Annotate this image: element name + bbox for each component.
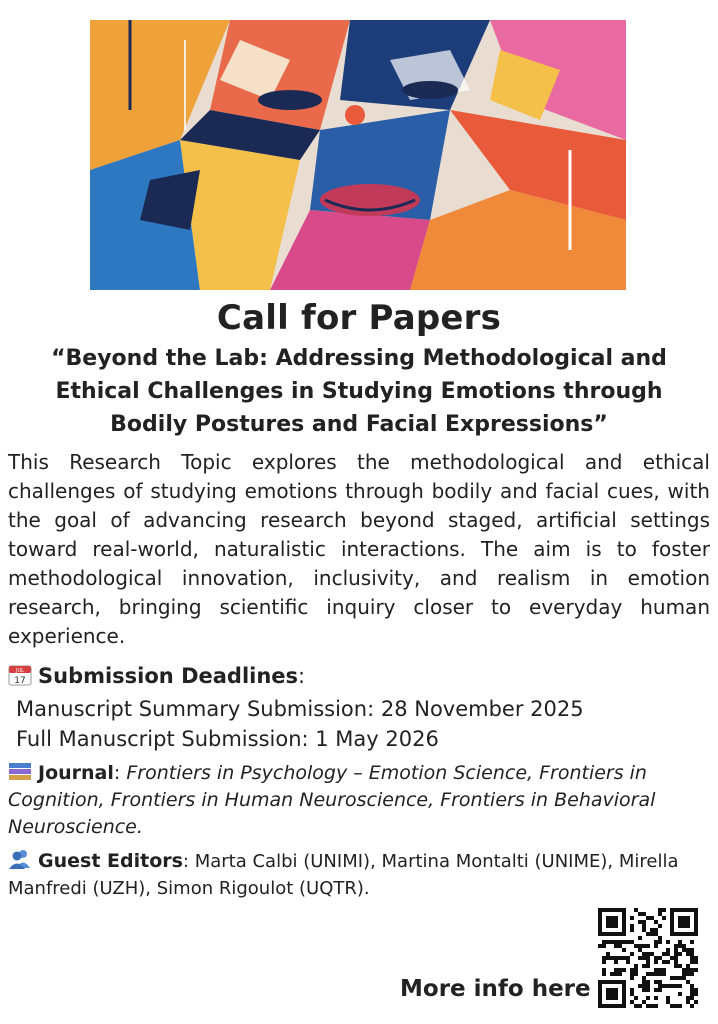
page-title: Call for Papers (216, 298, 502, 338)
journal-colon: : (113, 762, 127, 784)
journal-list: Frontiers in Psychology – Emotion Science, Frontiers in Cognition, Frontiers in Human Neuroscience, Frontiers in Behavioral Neuroscience. (8, 762, 656, 838)
hero-artwork (90, 20, 626, 290)
qr-code-icon[interactable] (598, 908, 698, 1008)
editors-section (8, 848, 708, 902)
full-deadline: Full Manuscript Submission: 1 May 2026 (16, 727, 439, 751)
deadlines-colon: : (298, 664, 306, 688)
deadlines-heading (8, 664, 305, 688)
people-icon (8, 848, 32, 870)
topic-description: This Research Topic explores the methodological and ethical challenges of studying emotions through bodily and facial cues, with the goal of advancing research beyond staged, artificial settings toward real-world, naturalistic interactions. The aim is to foster methodological innovation, inclusivity, and realism in emotion research, bringing scientific inquiry closer to everyday human experience. (8, 450, 710, 648)
editors-list: Marta Calbi (UNIMI), Martina Montalti (UNIME), Mirella Manfredi (UZH), Simon Rigoulot (UQTR). (8, 851, 679, 899)
svg-text:JUL: JUL (16, 668, 24, 674)
editors-colon: : (182, 851, 195, 872)
topic-title: “Beyond the Lab: Addressing Methodological and Ethical Challenges in Studying Emotions through Bodily Postures and Facial Expressions” (51, 346, 667, 437)
editors-label: Guest Editors (38, 850, 183, 872)
summary-deadline: Manuscript Summary Submission: 28 November 2025 (16, 697, 584, 721)
journal-section (8, 760, 708, 841)
more-info-link[interactable]: More info here (400, 976, 591, 1002)
journal-label: Journal (38, 762, 114, 784)
books-icon (8, 760, 32, 782)
deadlines-label: Submission Deadlines (38, 664, 299, 688)
svg-text:17: 17 (14, 676, 26, 686)
calendar-icon (8, 664, 32, 686)
abstract-face-painting (90, 20, 626, 290)
